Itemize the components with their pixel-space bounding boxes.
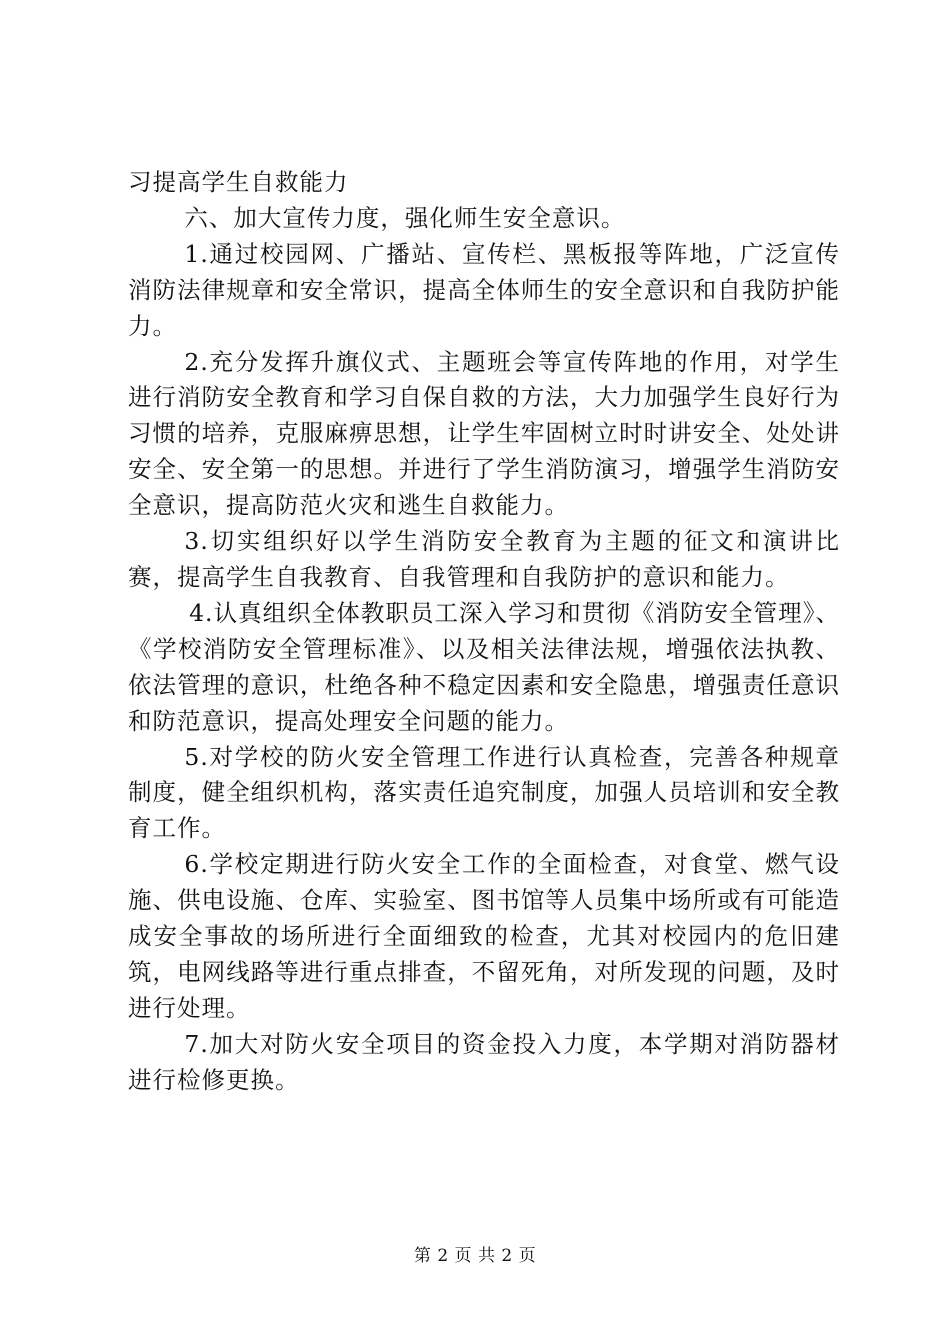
- paragraph-item-2: 2.充分发挥升旗仪式、主题班会等宣传阵地的作用，对学生进行消防安全教育和学习自保自救的方法，大力加强学生良好行为习惯的培养，克服麻痹思想，让学生牢固树立时时讲安全、处处讲安全、安全第一的思想。并进行了学生消防演习，增强学生消防安全意识，提高防范火灾和逃生自救能力。: [128, 347, 840, 520]
- paragraph-item-7: 7.加大对防火安全项目的资金投入力度，本学期对消防器材进行检修更换。: [128, 1029, 840, 1094]
- section-heading: 六、加大宣传力度，强化师生安全意识。: [184, 203, 626, 232]
- paragraph-item-3: 3.切实组织好以学生消防安全教育为主题的征文和演讲比赛，提高学生自我教育、自我管理和自我防护的意识和能力。: [128, 527, 840, 591]
- paragraph-item-5: 5.对学校的防火安全管理工作进行认真检查，完善各种规章制度，健全组织机构，落实责任追究制度，加强人员培训和安全教育工作。: [128, 742, 840, 843]
- paragraph-continuation: 习提高学生自救能力: [128, 168, 349, 196]
- paragraph-item-6: 6.学校定期进行防火安全工作的全面检查，对食堂、燃气设施、供电设施、仓库、实验室、图书馆等人员集中场所或有可能造成安全事故的场所进行全面细致的检查，尤其对校园内的危旧建筑，电网线路等进行重点排查，不留死角，对所发现的问题，及时进行处理。: [128, 850, 840, 1022]
- page-number-footer: 第 2 页 共 2 页: [413, 1246, 537, 1266]
- document-body: [128, 165, 840, 1099]
- paragraph-item-4: 4.认真组织全体教职员工深入学习和贯彻《消防安全管理》、《学校消防安全管理标准》、以及相关法律法规，增强依法执教、依法管理的意识，杜绝各种不稳定因素和安全隐患，增强责任意识和防范意识，提高处理安全问题的能力。: [128, 598, 840, 735]
- paragraph-item-1: 1.通过校园网、广播站、宣传栏、黑板报等阵地，广泛宣传消防法律规章和安全常识，提高全体师生的安全意识和自我防护能力。: [128, 239, 840, 340]
